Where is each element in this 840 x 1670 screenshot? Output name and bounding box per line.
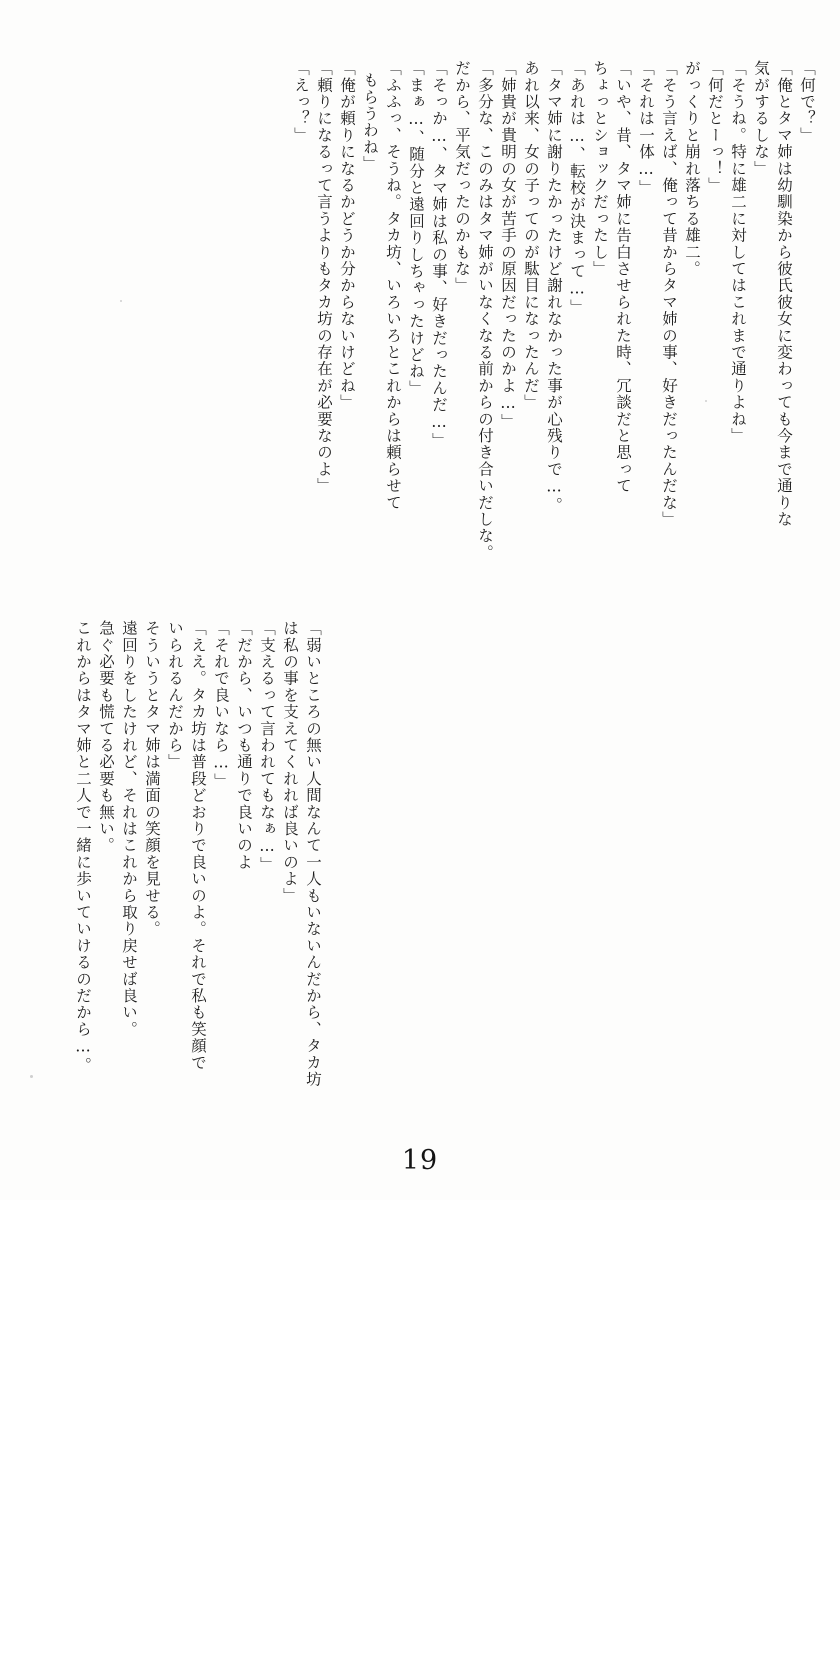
text-line: 「そう言えば、俺って昔からタマ姉の事、好きだったんだな」 [660, 60, 678, 528]
text-line: 「そっか…、タマ姉は私の事、好きだったんだ…」 [430, 60, 448, 450]
text-line: 「いや、昔、タマ姉に告白させられた時、冗談だと思って [614, 60, 632, 495]
text-line: 「弱いところの無い人間なんて一人もいないんだから、タカ坊 [304, 620, 322, 1088]
text-line: あれ以来、女の子ってのが駄目になったんだ」 [522, 60, 540, 411]
text-line: 「あれは…、転校が決まって…」 [568, 60, 586, 316]
text-line: 「姉貴が貴明の女が苦手の原因だったのかよ…」 [499, 60, 517, 430]
text-line: は私の事を支えてくれれば良いのよ」 [281, 620, 299, 904]
text-line: これからはタマ姉と二人で一緒に歩いていけるのだから…。 [74, 620, 92, 1074]
text-line: 「俺とタマ姉は幼馴染から彼氏彼女に変わっても今まで通りな [775, 60, 793, 528]
text-line: 気がするしな」 [752, 60, 770, 177]
text-block-right [285, 60, 814, 1080]
paper-speck [30, 1075, 33, 1078]
text-line: 「タマ姉に謝りたかったけど謝れなかった事が心残りで…。 [545, 60, 563, 514]
text-line: 「何だとーっ！」 [706, 60, 724, 194]
text-line: 急ぐ必要も慌てる必要も無い。 [97, 620, 115, 854]
text-line: だから、平気だったのかもな」 [453, 60, 471, 294]
text-line: 「それは一体…」 [637, 60, 655, 197]
page-number: 19 [401, 1145, 439, 1176]
text-line: 「支えるって言われてもなぁ…」 [258, 620, 276, 873]
text-line: 「えっ？」 [292, 60, 310, 144]
text-line: 「そうね。特に雄二に対してはこれまで通りよね」 [729, 60, 747, 445]
paper-speck [120, 300, 122, 302]
text-line: そういうとタマ姉は満面の笑顔を見せる。 [143, 620, 161, 938]
text-line: 「それで良いなら…」 [212, 620, 230, 790]
text-line: 「ええ。タカ坊は普段どおりで良いのよ。それで私も笑顔で [189, 620, 207, 1071]
text-line: 「まぁ…、随分と遠回りしちゃったけどね」 [407, 60, 425, 397]
text-line: 「俺が頼りになるかどうか分からないけどね」 [338, 60, 356, 411]
text-line: がっくりと崩れ落ちる雄二。 [683, 60, 701, 278]
text-line: 「何で？」 [798, 60, 816, 144]
text-line: 遠回りをしたけれど、それはこれから取り戻せば良い。 [120, 620, 138, 1038]
text-line: もらうわね」 [361, 72, 379, 173]
text-line: 「ふふっ、そうね。タカ坊、いろいろとこれからは頼らせて [384, 60, 402, 511]
text-line: 「多分な、このみはタマ姉がいなくなる前からの付き合いだしな。 [476, 60, 494, 561]
text-line: ちょっとショックだったし」 [591, 60, 609, 278]
text-line: いられるんだから」 [166, 620, 184, 771]
text-line: 「だから、いつも通りで良いのよ [235, 620, 253, 871]
text-line: 「頼りになるって言うよりもタカ坊の存在が必要なのよ」 [315, 60, 333, 495]
